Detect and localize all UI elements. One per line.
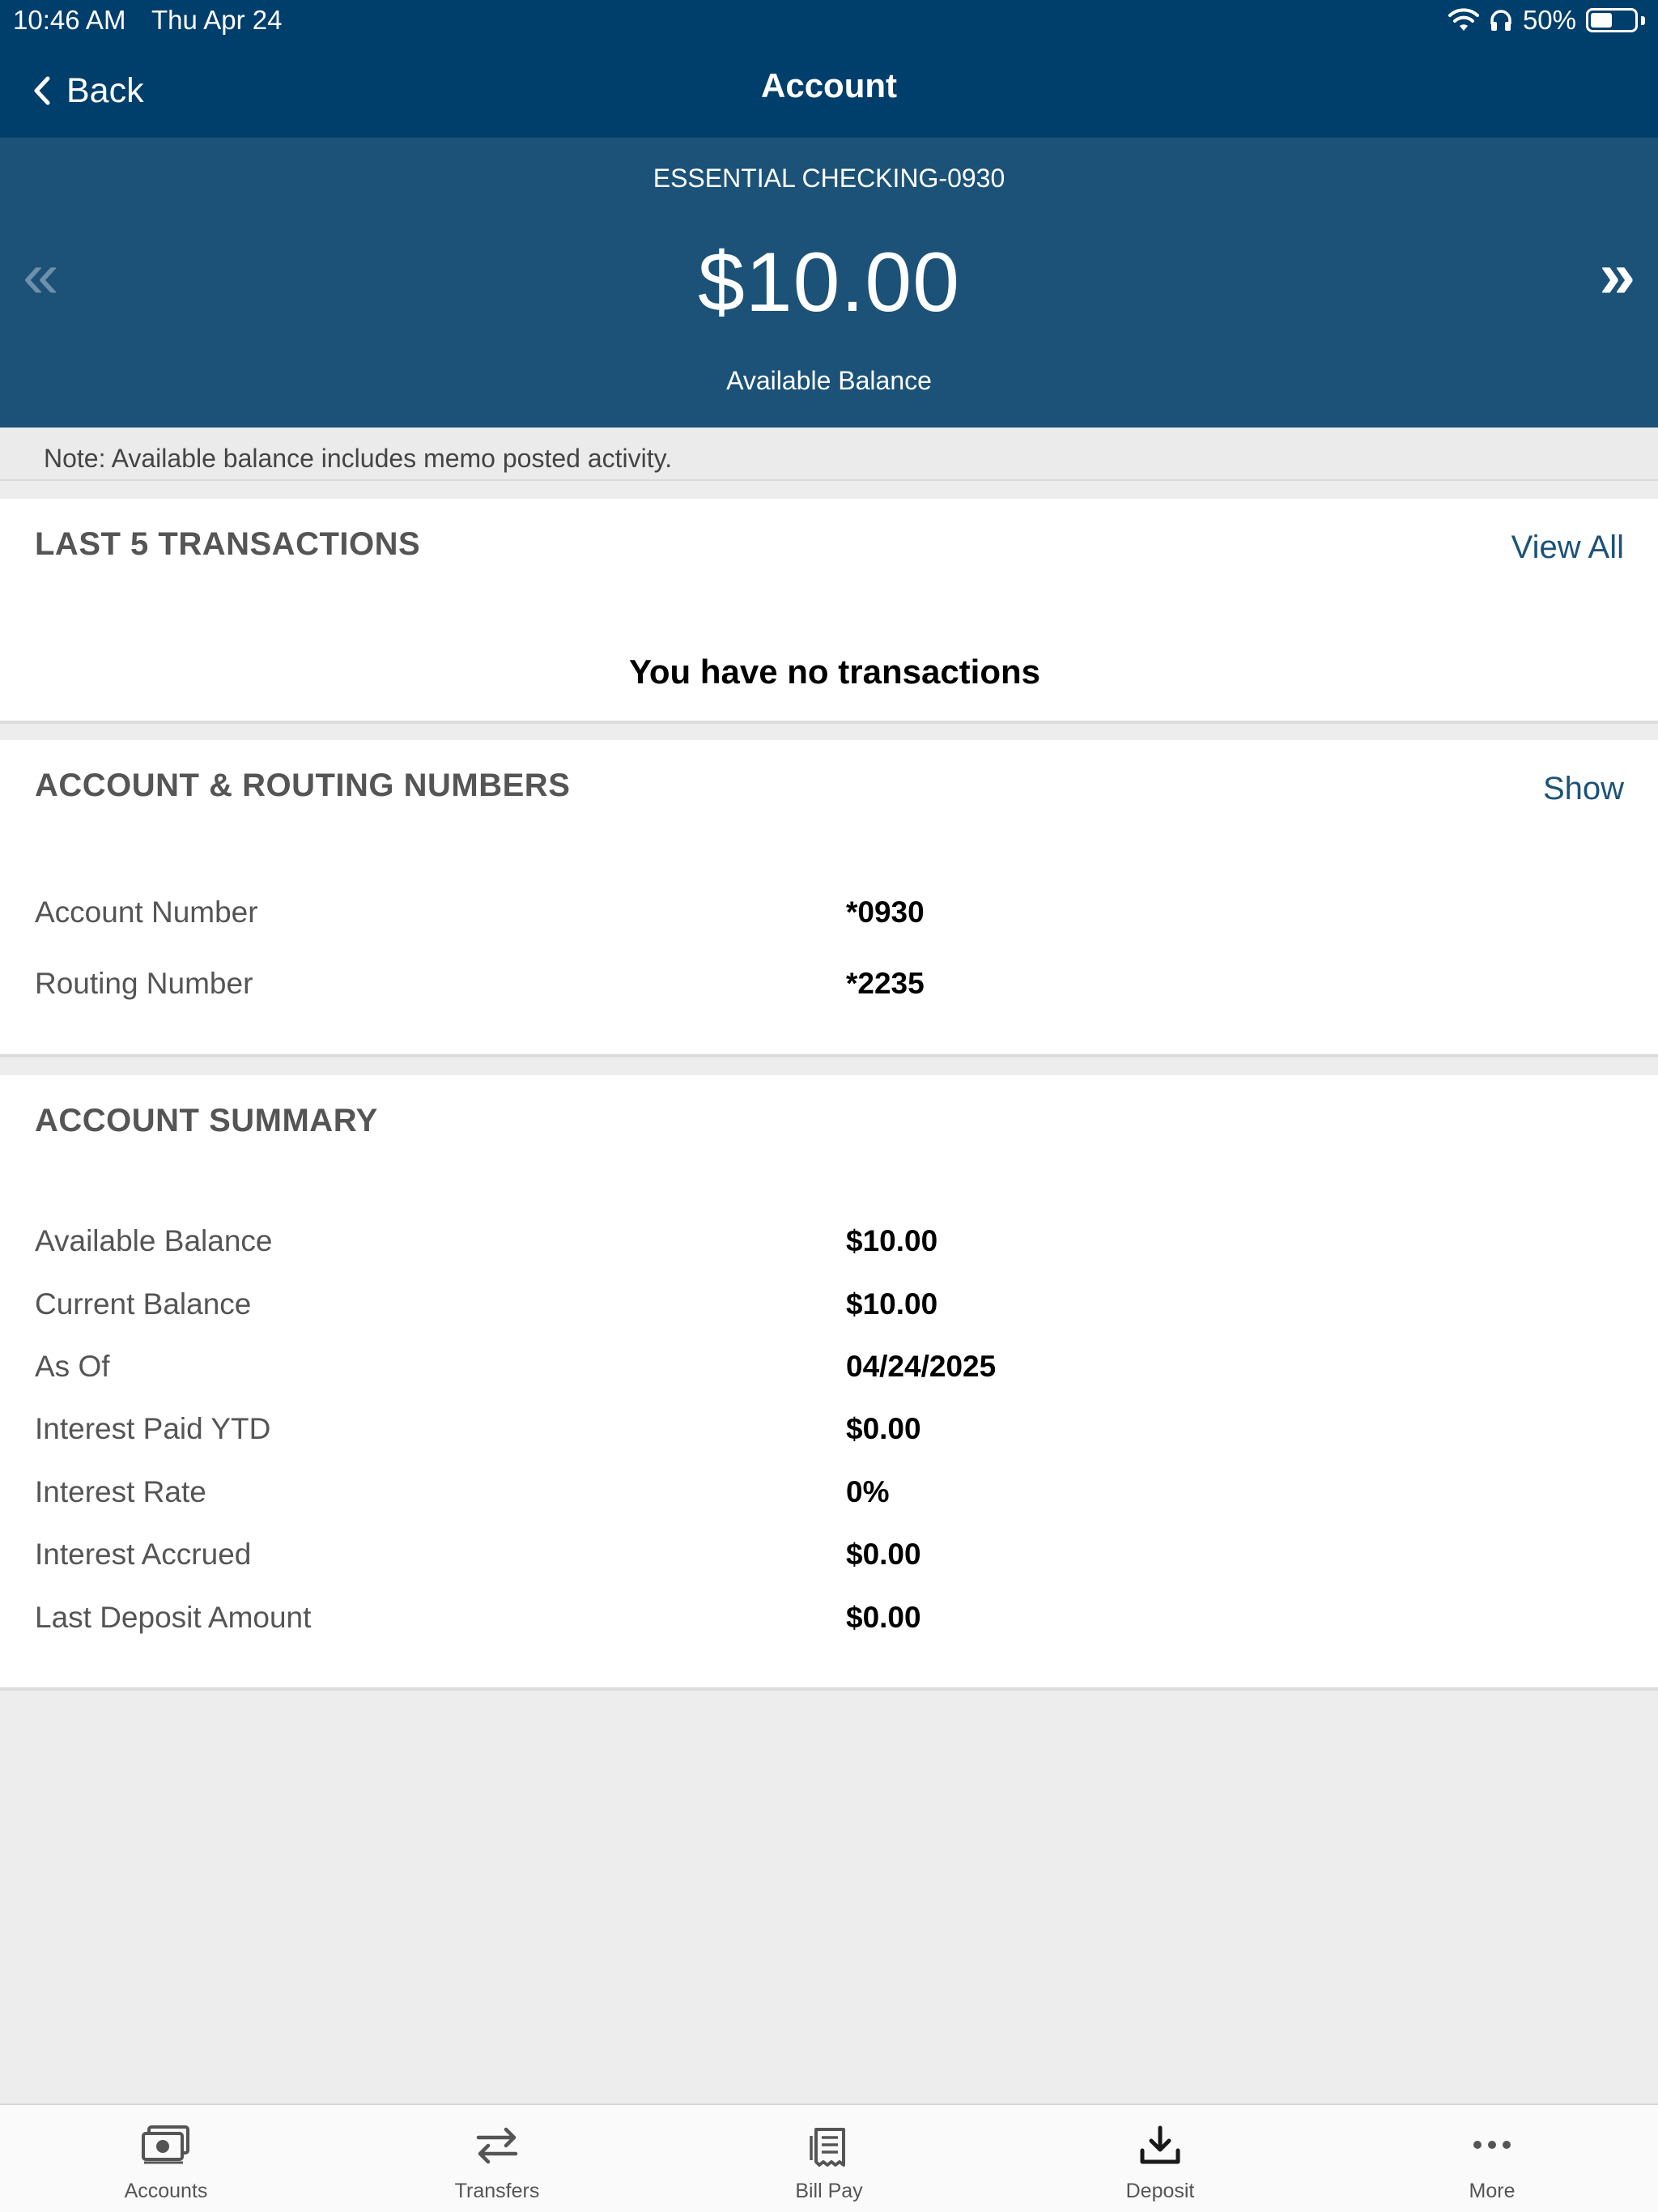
- bottom-tab-bar: [0, 2104, 1658, 2212]
- tab-label: Bill Pay: [795, 2180, 863, 2202]
- summary-row-label: Available Balance: [35, 1224, 273, 1257]
- account-name: ESSENTIAL CHECKING-0930: [653, 164, 1005, 193]
- tab-accounts[interactable]: [45, 2105, 287, 2212]
- summary-row-value: $10.00: [846, 1224, 938, 1257]
- balance-panel: [0, 138, 1658, 428]
- back-label: Back: [66, 70, 144, 110]
- battery-level: [1591, 13, 1612, 28]
- summary-row-label: Current Balance: [35, 1287, 252, 1321]
- bill-receipt-icon: [708, 2125, 950, 2170]
- routing-title: ACCOUNT & ROUTING NUMBERS: [35, 768, 571, 803]
- available-balance-label: Available Balance: [726, 366, 932, 395]
- summary-row-label: As Of: [35, 1350, 110, 1383]
- routing-number-label: Routing Number: [35, 967, 253, 1000]
- summary-row-label: Interest Paid YTD: [35, 1412, 271, 1445]
- transfer-arrows-icon: [376, 2125, 619, 2170]
- status-date: Thu Apr 24: [151, 5, 283, 35]
- empty-transactions-message: You have no transactions: [629, 653, 1040, 691]
- summary-row-value: $0.00: [846, 1601, 921, 1634]
- summary-row-label: Interest Accrued: [35, 1538, 252, 1571]
- tab-transfers[interactable]: [376, 2105, 619, 2212]
- top-bar: [0, 0, 1658, 138]
- tab-label: More: [1469, 2180, 1516, 2202]
- summary-row-value: $0.00: [846, 1538, 921, 1571]
- money-icon: [45, 2125, 287, 2170]
- account-number-value: *0930: [846, 895, 925, 929]
- show-numbers-link[interactable]: Show: [1542, 771, 1624, 806]
- available-balance-amount: $10.00: [697, 236, 961, 330]
- tab-label: Accounts: [124, 2180, 208, 2202]
- routing-card: [0, 740, 1658, 1057]
- summary-row-value: $0.00: [846, 1412, 921, 1445]
- battery-percent: 50%: [1522, 5, 1576, 35]
- status-time: 10:46 AM: [13, 5, 126, 35]
- summary-row-value: $10.00: [846, 1287, 938, 1321]
- tab-label: Deposit: [1125, 2180, 1195, 2202]
- download-tray-icon: [1039, 2125, 1282, 2170]
- tab-bill-pay[interactable]: [708, 2105, 950, 2212]
- battery-icon: [1586, 8, 1638, 32]
- headphones-icon: [1489, 8, 1513, 32]
- routing-number-value: *2235: [846, 967, 925, 1000]
- status-indicators: [1448, 5, 1645, 36]
- summary-title: ACCOUNT SUMMARY: [35, 1103, 378, 1138]
- previous-account-button[interactable]: «: [23, 239, 59, 311]
- summary-row-label: Last Deposit Amount: [35, 1601, 312, 1634]
- battery-tip: [1641, 16, 1645, 25]
- transactions-card: [0, 499, 1658, 724]
- summary-row-label: Interest Rate: [35, 1475, 206, 1508]
- tab-deposit[interactable]: [1039, 2105, 1282, 2212]
- summary-row-value: 0%: [846, 1475, 890, 1508]
- page-title: Account: [761, 66, 897, 104]
- wifi-icon: [1448, 8, 1479, 32]
- summary-row-value: 04/24/2025: [846, 1350, 997, 1383]
- transactions-title: LAST 5 TRANSACTIONS: [35, 526, 421, 562]
- account-number-label: Account Number: [35, 895, 258, 929]
- tab-more[interactable]: [1371, 2105, 1613, 2212]
- tab-label: Transfers: [454, 2180, 540, 2202]
- view-all-link[interactable]: View All: [1511, 530, 1624, 565]
- summary-card: [0, 1075, 1658, 1691]
- more-dots-icon: [1371, 2125, 1613, 2170]
- status-bar: [0, 0, 1658, 42]
- balance-note: Note: Available balance includes memo posted activity.: [0, 428, 1658, 481]
- next-account-button[interactable]: »: [1599, 239, 1635, 311]
